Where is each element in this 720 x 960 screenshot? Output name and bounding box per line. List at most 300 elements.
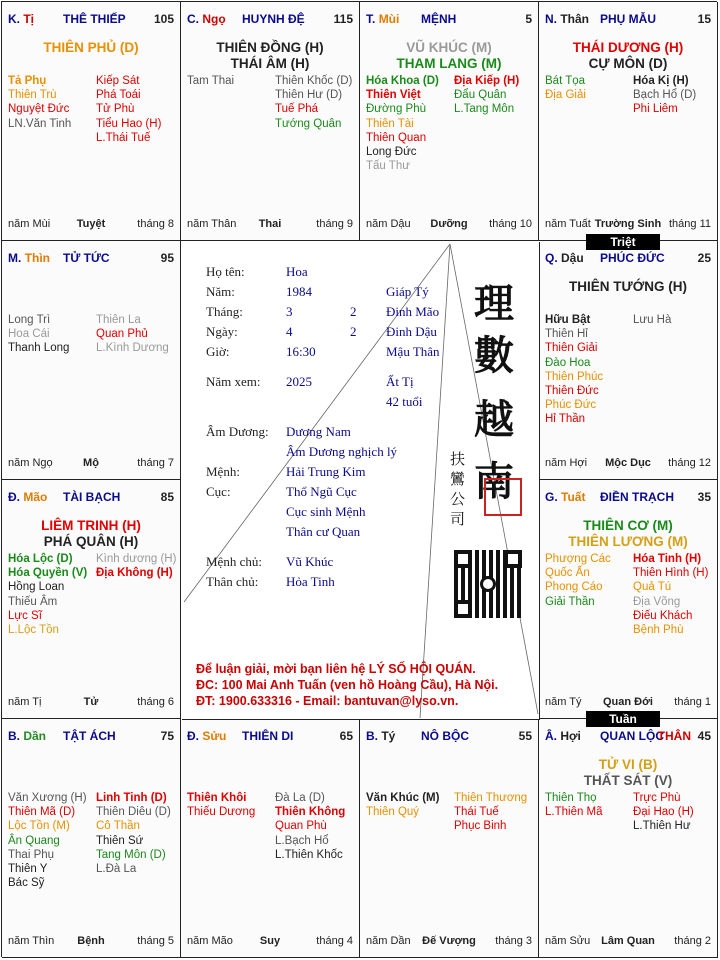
thang-label: tháng 2 [674,935,711,947]
minor-star: Văn Khúc (M) [366,792,440,804]
label-ho-ten: Họ tên: [206,264,245,279]
minor-star: Quan Phù [275,820,327,833]
palace-cell[interactable] [181,2,360,241]
minor-star: Điếu Khách [633,609,693,622]
label-gio: Giờ: [206,344,230,359]
truong-sinh: Thai [258,218,282,230]
main-stars [360,40,538,72]
calligraphy-small-3: 公 [450,490,466,508]
thang-label: tháng 4 [316,935,353,947]
palace-number: 45 [697,729,711,743]
minor-star: Phượng Các [545,553,611,565]
palace-prefix: B. [8,729,20,743]
palace-position [545,12,589,26]
minor-star: Tả Phụ [8,75,47,87]
left-star-column [8,552,96,637]
value-thang: 3 [286,304,293,319]
thang-label: tháng 5 [137,935,174,947]
truong-sinh: Quan Đới [603,696,653,708]
value-ngay-can: Đinh Dậu [386,324,437,339]
calligraphy-small-4: 司 [450,510,466,528]
palace-name: MỆNH [421,12,457,26]
minor-star: Hoa Cái [8,328,50,341]
palace-header [187,729,353,745]
minor-star: L.Đà La [96,863,137,876]
palace-footer [545,696,711,710]
minor-star: Phúc Đức [545,399,597,412]
minor-star: L.Thái Tuế [96,131,151,144]
thang-label: tháng 9 [316,218,353,230]
palace-header [545,490,711,506]
minor-star: Long Đức [366,146,417,159]
palace-cell[interactable] [539,2,718,241]
minor-star: Thiếu Dương [187,806,256,819]
main-star: THÁI DƯƠNG (H) [572,40,684,55]
minor-star: Phi Liêm [633,103,678,116]
palace-prefix: C. [187,12,199,26]
minor-star: Lực Sĩ [8,609,42,622]
palace-position [545,251,584,265]
than-marker: THÂN [657,729,691,743]
center-panel [182,242,540,720]
value-ho-ten: Hoa [286,264,308,279]
minor-star: Hóa Khoa (D) [366,75,439,87]
minor-star: Bạch Hổ (D) [633,89,697,102]
minor-star: Giải Thần [545,595,595,608]
value-gio-can: Mậu Thân [386,344,440,359]
contact-line-3: ĐT: 1900.633316 - Email: bantuvan@lyso.vn. [196,694,459,708]
palace-header [366,12,532,28]
nam-label: năm Tị [8,696,42,708]
minor-star: Kiếp Sát [96,75,140,87]
right-star-column [96,552,184,580]
palace-header [187,12,353,28]
palace-number: 55 [518,729,532,743]
truong-sinh: Đế Vượng [422,935,476,947]
minor-star: L.Thiên Mã [545,806,603,819]
minor-star: Thái Tuế [454,806,499,819]
minor-star: L.Thiên Khốc [275,848,343,861]
left-star-column [366,791,454,819]
minor-star: Phong Cáo [545,581,603,594]
minor-star: Thiên Không [275,806,346,819]
nam-label: năm Thìn [8,935,55,947]
right-star-column [633,791,720,834]
left-star-column [187,74,275,88]
nam-label: năm Mão [187,935,233,947]
right-star-column [454,74,542,117]
left-star-column [545,313,633,427]
main-stars [539,518,717,550]
minor-star: Hóa Quyền (V) [8,567,88,580]
contact-line-2: ĐC: 100 Mai Anh Tuấn (ven hồ Hoàng Cầu), Hà Nội. [196,678,499,692]
label-thang: Tháng: [206,304,243,319]
nam-label: năm Dậu [366,218,411,230]
main-stars [539,757,717,789]
right-star-column [633,74,720,117]
thang-label: tháng 12 [668,457,711,469]
main-star: THÁI ÂM (H) [230,56,310,71]
truong-sinh: Mộc Dục [605,457,651,469]
minor-star: Lưu Hà [633,314,672,326]
minor-star: Thiên Mã (D) [8,806,76,819]
main-star: THIÊN LƯƠNG (M) [568,534,688,549]
minor-star: Bát Tọa [545,75,586,87]
minor-star: Thiên Diêu (D) [96,806,171,819]
palace-footer [8,696,174,710]
right-star-column [96,791,184,876]
palace-cell[interactable] [539,241,718,480]
palace-name: HUYNH ĐỆ [242,12,305,26]
minor-star: Hóa Lộc (D) [8,553,73,565]
right-star-column [96,74,184,145]
palace-branch: Hợi [560,729,581,743]
minor-star: L.Tang Môn [454,103,515,116]
minor-star: Quả Tú [633,581,672,594]
main-star: THIÊN ĐỒNG (H) [216,40,324,55]
minor-star: Quan Phủ [96,328,148,341]
palace-position [8,729,46,743]
palace-prefix: G. [545,490,558,504]
minor-star: Lộc Tồn (M) [8,820,70,833]
value-than-chu: Hỏa Tinh [286,574,335,589]
palace-name: NÔ BỘC [421,729,469,743]
palace-footer [8,935,174,949]
palace-position [545,729,581,743]
calligraphy-char-1: 理 [474,280,514,327]
left-star-column [366,74,454,173]
thang-label: tháng 11 [668,218,711,230]
palace-name: PHỤ MẪU [600,12,656,26]
minor-star: Thiên Khôi [187,792,247,804]
palace-branch: Dậu [561,251,584,265]
value-menh-chu: Vũ Khúc [286,554,334,569]
minor-star: Thiên Đức [545,385,599,398]
triet-tag: Triệt [586,234,660,250]
minor-star: Thiên Việt [366,89,421,102]
main-star: LIÊM TRINH (H) [41,518,141,533]
value-nam-xem-can: Ất Tị [386,374,414,389]
main-stars [539,40,717,72]
left-star-column [8,791,96,890]
thang-label: tháng 8 [137,218,174,230]
minor-star: Thiên Quý [366,806,420,819]
minor-star: Phục Binh [454,820,507,833]
palace-header [8,251,174,267]
value-ngay-al: 2 [350,324,357,339]
label-nam-xem: Năm xem: [206,374,261,389]
minor-star: Thanh Long [8,342,70,355]
right-star-column [96,313,184,356]
minor-star: Thiên Y [8,863,48,876]
value-nam: 1984 [286,284,312,299]
minor-star: Văn Xương (H) [8,792,87,804]
minor-star: Thiên Khốc (D) [275,75,353,87]
main-stars [181,40,359,72]
minor-star: LN.Văn Tinh [8,117,72,130]
label-am-duong: Âm Dương: [206,424,269,439]
minor-star: Thiên Sứ [96,834,144,847]
palace-header [545,251,711,267]
palace-prefix: Â. [545,729,557,743]
palace-position [8,490,47,504]
red-seal-icon [484,478,522,516]
minor-star: Thiên Phúc [545,370,604,383]
palace-number: 25 [697,251,711,265]
left-star-column [545,791,633,819]
palace-number: 95 [160,251,174,265]
main-star: THIÊN TƯỚNG (H) [569,279,687,294]
minor-star: Hỉ Thần [545,413,586,426]
palace-cell[interactable] [539,480,718,719]
palace-cell[interactable] [2,241,181,480]
calligraphy-char-4: 南 [474,458,514,505]
minor-star: Hữu Bật [545,314,591,326]
nam-label: năm Thân [187,218,237,230]
minor-star: Phá Toái [96,89,141,102]
minor-star: Địa Giải [545,89,586,102]
palace-prefix: T. [366,12,376,26]
palace-prefix: Q. [545,251,558,265]
palace-prefix: Đ. [8,490,20,504]
right-star-column [454,791,542,834]
palace-prefix: Đ. [187,729,199,743]
qr-code-icon[interactable] [454,550,522,618]
minor-star: Thiên Thương [454,792,528,804]
minor-star: L.Kình Dương [96,342,169,355]
minor-star: Địa Kiếp (H) [454,75,520,87]
nam-label: năm Sửu [545,935,591,947]
value-cuc: Thổ Ngũ Cục [286,484,357,499]
palace-footer [8,218,174,232]
minor-star: Cô Thần [96,820,140,833]
minor-star: Thiên Hình (H) [633,567,709,580]
truong-sinh: Tuyệt [76,218,106,230]
minor-star: Tướng Quân [275,117,342,130]
left-star-column [187,791,275,819]
palace-number: 15 [697,12,711,26]
palace-header [545,12,711,28]
minor-star: Thiếu Âm [8,595,58,608]
minor-star: Tấu Thư [366,160,410,173]
truong-sinh: Trường Sinh [594,218,662,230]
truong-sinh: Tử [83,696,99,708]
value-thang-al: 2 [350,304,357,319]
palace-number: 105 [153,12,174,26]
left-star-column [545,74,633,102]
palace-position [366,12,399,26]
truong-sinh: Mộ [83,457,99,469]
minor-star: Long Trì [8,314,51,326]
minor-star: Hóa Kị (H) [633,75,689,87]
main-stars [539,279,717,295]
calligraphy-small-1: 扶 [450,450,466,468]
truong-sinh: Bệnh [77,935,105,947]
label-cuc: Cục: [206,484,231,499]
palace-branch: Thìn [24,251,51,265]
minor-star: Tử Phù [96,103,135,116]
palace-branch: Mão [23,490,48,504]
palace-name: TÀI BẠCH [63,490,121,504]
contact-line-1: Để luận giải, mời bạn liên hệ LÝ SỐ HỘI QUÁN. [196,662,476,676]
palace-header [8,729,174,745]
palace-branch: Mùi [378,12,400,26]
palace-footer [545,457,711,471]
main-star: THIÊN CƠ (M) [583,518,673,533]
main-star: THẤT SÁT (V) [583,773,673,788]
minor-star: L.Thiên Hư [633,820,691,833]
left-star-column [8,313,96,356]
palace-cell[interactable] [360,2,539,241]
truong-sinh: Lâm Quan [601,935,655,947]
value-gio: 16:30 [286,344,316,359]
calligraphy-char-2: 數 [474,332,514,379]
label-menh: Mệnh: [206,464,240,479]
palace-footer [187,935,353,949]
minor-star: Đại Hao (H) [633,806,694,819]
palace-footer [366,935,532,949]
value-thang-can: Đinh Mão [386,304,440,319]
palace-footer [366,218,532,232]
minor-star: Tuế Phá [275,103,319,116]
minor-star: Địa Không (H) [96,567,173,580]
palace-footer [545,218,711,232]
palace-branch: Thân [560,12,590,26]
palace-branch: Ngọ [202,12,226,26]
minor-star: Thiên Quan [366,131,427,144]
nam-label: năm Mùi [8,218,51,230]
palace-name: TẬT ÁCH [63,729,116,743]
main-star: TỬ VI (B) [598,757,658,772]
palace-footer [545,935,711,949]
chart-grid [1,1,717,957]
palace-header [545,729,711,745]
minor-star: Thiên La [96,314,141,326]
calligraphy-char-3: 越 [474,396,514,443]
value-am-duong: Dương Nam [286,424,351,439]
value-nam-can: Giáp Tý [386,284,429,299]
nam-label: năm Tuất [545,218,591,230]
palace-name: THIÊN DI [242,729,294,743]
palace-cell[interactable] [360,719,539,958]
palace-name: PHÚC ĐỨC [600,251,665,265]
minor-star: Thiên Tài [366,117,414,130]
minor-star: Địa Võng [633,595,681,608]
palace-branch: Sửu [202,729,227,743]
value-am-duong-2: Âm Dương nghịch lý [286,444,398,459]
left-star-column [8,74,96,131]
right-star-column [633,313,720,327]
value-cuc-2: Cục sinh Mệnh [286,504,366,519]
palace-number: 75 [160,729,174,743]
palace-number: 35 [697,490,711,504]
palace-cell[interactable] [2,480,181,719]
minor-star: Linh Tinh (D) [96,792,167,804]
right-star-column [633,552,720,637]
palace-branch: Dần [23,729,47,743]
minor-star: Bệnh Phù [633,624,684,637]
palace-header [366,729,532,745]
palace-position [8,12,34,26]
palace-number: 115 [333,12,353,26]
palace-branch: Tuất [561,490,586,504]
palace-header [8,12,174,28]
palace-name: ĐIỀN TRẠCH [600,490,674,504]
minor-star: Đà La (D) [275,792,325,804]
palace-branch: Tý [381,729,396,743]
value-tuoi: 42 tuổi [386,394,423,409]
palace-name: QUAN LỘC [600,729,664,743]
truong-sinh: Dưỡng [430,218,468,230]
thang-label: tháng 3 [495,935,532,947]
minor-star: Hồng Loan [8,581,65,594]
label-than-chu: Thân chủ: [206,574,259,589]
minor-star: Đẩu Quân [454,89,507,102]
nam-label: năm Dần [366,935,411,947]
palace-footer [8,457,174,471]
left-star-column [545,552,633,609]
palace-name: TỬ TỨC [63,251,110,265]
palace-name: THÊ THIẾP [63,12,126,26]
minor-star: Tam Thai [187,75,235,87]
value-ngay: 4 [286,324,293,339]
palace-position [187,729,226,743]
minor-star: Ân Quang [8,834,60,847]
truong-sinh: Suy [259,935,281,947]
palace-position [366,729,395,743]
palace-cell[interactable] [181,719,360,958]
tuan-tag: Tuần [586,711,660,727]
minor-star: Tiểu Hao (H) [96,117,162,130]
minor-star: Tang Môn (D) [96,848,166,861]
minor-star: Thiên Hỉ [545,328,588,341]
label-ngay: Ngày: [206,324,238,339]
thang-label: tháng 1 [674,696,711,708]
value-menh: Hải Trung Kim [286,464,366,479]
minor-star: Hóa Tinh (H) [633,553,702,565]
thang-label: tháng 7 [137,457,174,469]
value-cuc-3: Thân cư Quan [286,524,361,539]
minor-star: Quốc Ấn [545,567,590,580]
palace-number: 5 [525,12,532,26]
main-star: PHÁ QUÂN (H) [43,534,139,549]
calligraphy-small-2: 鸞 [450,470,466,488]
palace-cell[interactable] [2,2,181,241]
minor-star: Thai Phụ [8,848,55,861]
minor-star: L.Bạch Hổ [275,834,329,847]
palace-position [8,251,50,265]
nam-label: năm Hợi [545,457,588,469]
palace-cell[interactable] [539,719,718,958]
main-star: CỰ MÔN (D) [588,56,668,71]
palace-prefix: K. [8,12,20,26]
minor-star: Thiên Thọ [545,792,597,804]
palace-cell[interactable] [2,719,181,958]
minor-star: Kình dương (H) [96,553,177,565]
minor-star: Thiên Hư (D) [275,89,343,102]
nam-label: năm Tý [545,696,582,708]
palace-position [187,12,226,26]
minor-star: Đường Phù [366,103,426,116]
minor-star: Thiên Giải [545,342,598,355]
main-stars [2,40,180,56]
main-star: THIÊN PHỦ (D) [43,40,139,55]
main-star: THAM LANG (M) [396,56,502,71]
thang-label: tháng 6 [137,696,174,708]
nam-label: năm Ngọ [8,457,53,469]
thang-label: tháng 10 [489,218,532,230]
minor-star: Thiên Trù [8,89,57,102]
